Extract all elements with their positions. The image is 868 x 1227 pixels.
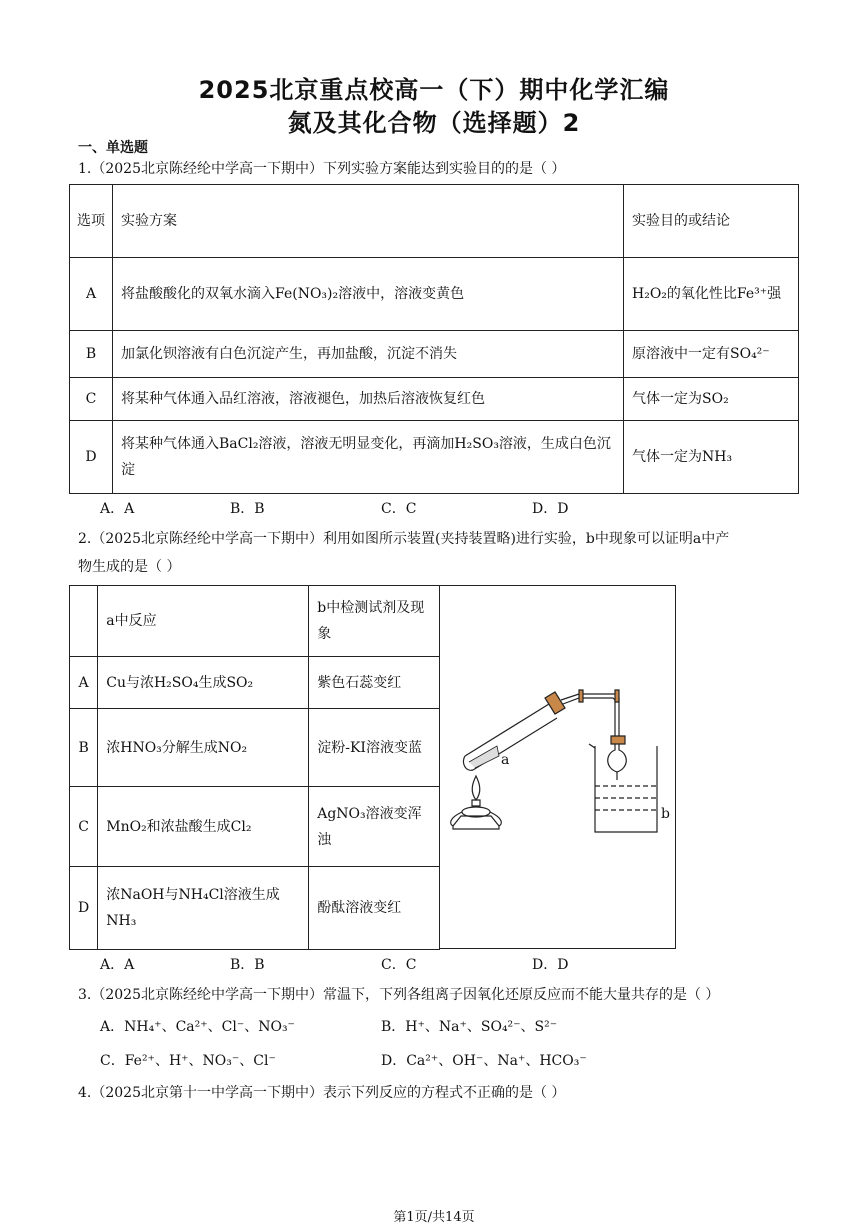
q2-row-reaction: 浓HNO₃分解生成NO₂	[98, 709, 309, 787]
q2-stem-line-2: 物生成的是（ ）	[78, 559, 181, 575]
q3-stem: 3.（2025北京陈经纶中学高一下期中）常温下，下列各组离子因氧化还原反应而不能大量共存的是（ ）	[78, 987, 720, 1003]
table-row	[70, 709, 440, 787]
q1-row-result: 气体一定为NH₃	[624, 421, 799, 494]
title-line-2: 氮及其化合物（选择题）2	[287, 109, 581, 137]
table-row	[70, 657, 440, 709]
q2-row-reaction: MnO₂和浓盐酸生成Cl₂	[98, 787, 309, 867]
q1-row-plan: 将盐酸酸化的双氧水滴入Fe(NO₃)₂溶液中，溶液变黄色	[113, 258, 624, 331]
q2-row-detect: 紫色石蕊变红	[309, 657, 440, 709]
label-a: a	[501, 752, 510, 768]
q1-header-plan: 实验方案	[113, 185, 624, 258]
q3-option-a[interactable]: A．NH₄⁺、Ca²⁺、Cl⁻、NO₃⁻	[100, 1019, 295, 1035]
q1-stem: 1.（2025北京陈经纶中学高一下期中）下列实验方案能达到实验目的的是（ ）	[78, 161, 566, 177]
q2-header-detect: b中检测试剂及现象	[309, 586, 440, 657]
q1-header-result: 实验目的或结论	[624, 185, 799, 258]
q1-header-option: 选项	[70, 185, 113, 258]
q2-header-option	[70, 586, 98, 657]
table-row	[70, 787, 440, 867]
table-row	[70, 867, 440, 950]
q1-row-option: B	[70, 331, 113, 378]
q2-apparatus-figure	[439, 585, 676, 949]
q2-choice-c[interactable]: C．C	[381, 957, 417, 973]
q2-header-reaction: a中反应	[98, 586, 309, 657]
q1-table	[69, 184, 799, 494]
q2-row-option: B	[70, 709, 98, 787]
q2-row-reaction: 浓NaOH与NH₄Cl溶液生成NH₃	[98, 867, 309, 950]
q1-row-plan: 将某种气体通入BaCl₂溶液，溶液无明显变化，再滴加H₂SO₃溶液，生成白色沉淀	[113, 421, 624, 494]
q2-choice-d[interactable]: D．D	[532, 957, 569, 973]
section-heading: 一、单选题	[78, 140, 148, 156]
q2-table	[69, 585, 440, 950]
table-row	[70, 331, 799, 378]
q2-row-reaction: Cu与浓H₂SO₄生成SO₂	[98, 657, 309, 709]
q1-row-result: 原溶液中一定有SO₄²⁻	[624, 331, 799, 378]
q1-row-plan: 加氯化钡溶液有白色沉淀产生，再加盐酸，沉淀不消失	[113, 331, 624, 378]
q1-choice-a[interactable]: A．A	[100, 501, 135, 517]
q3-option-d[interactable]: D．Ca²⁺、OH⁻、Na⁺、HCO₃⁻	[381, 1053, 587, 1069]
q1-choice-b[interactable]: B．B	[230, 501, 265, 517]
q1-row-option: D	[70, 421, 113, 494]
q1-choice-d[interactable]: D．D	[532, 501, 569, 517]
q2-row-option: A	[70, 657, 98, 709]
q2-row-detect: 酚酞溶液变红	[309, 867, 440, 950]
page-footer: 第1页/共14页	[393, 1210, 475, 1225]
q1-row-result: H₂O₂的氧化性比Fe³⁺强	[624, 258, 799, 331]
apparatus-diagram	[439, 586, 676, 950]
q1-row-option: C	[70, 378, 113, 421]
q4-stem: 4.（2025北京第十一中学高一下期中）表示下列反应的方程式不正确的是（ ）	[78, 1085, 566, 1101]
q2-row-option: D	[70, 867, 98, 950]
table-row	[70, 258, 799, 331]
label-b: b	[661, 806, 670, 822]
q3-option-c[interactable]: C．Fe²⁺、H⁺、NO₃⁻、Cl⁻	[100, 1053, 276, 1069]
q3-option-b[interactable]: B．H⁺、Na⁺、SO₄²⁻、S²⁻	[381, 1019, 558, 1035]
q1-choice-c[interactable]: C．C	[381, 501, 417, 517]
q1-row-plan: 将某种气体通入品红溶液，溶液褪色，加热后溶液恢复红色	[113, 378, 624, 421]
title-line-1: 2025北京重点校高一（下）期中化学汇编	[198, 76, 670, 104]
q2-row-option: C	[70, 787, 98, 867]
q2-choice-a[interactable]: A．A	[100, 957, 135, 973]
q1-row-result: 气体一定为SO₂	[624, 378, 799, 421]
q2-row-detect: AgNO₃溶液变浑浊	[309, 787, 440, 867]
q2-stem-line-1: 2.（2025北京陈经纶中学高一下期中）利用如图所示装置(夹持装置略)进行实验，b中现象可以证明a中产	[78, 531, 730, 547]
table-row	[70, 421, 799, 494]
q2-row-detect: 淀粉-KI溶液变蓝	[309, 709, 440, 787]
q2-choice-b[interactable]: B．B	[230, 957, 265, 973]
table-row	[70, 378, 799, 421]
q1-row-option: A	[70, 258, 113, 331]
